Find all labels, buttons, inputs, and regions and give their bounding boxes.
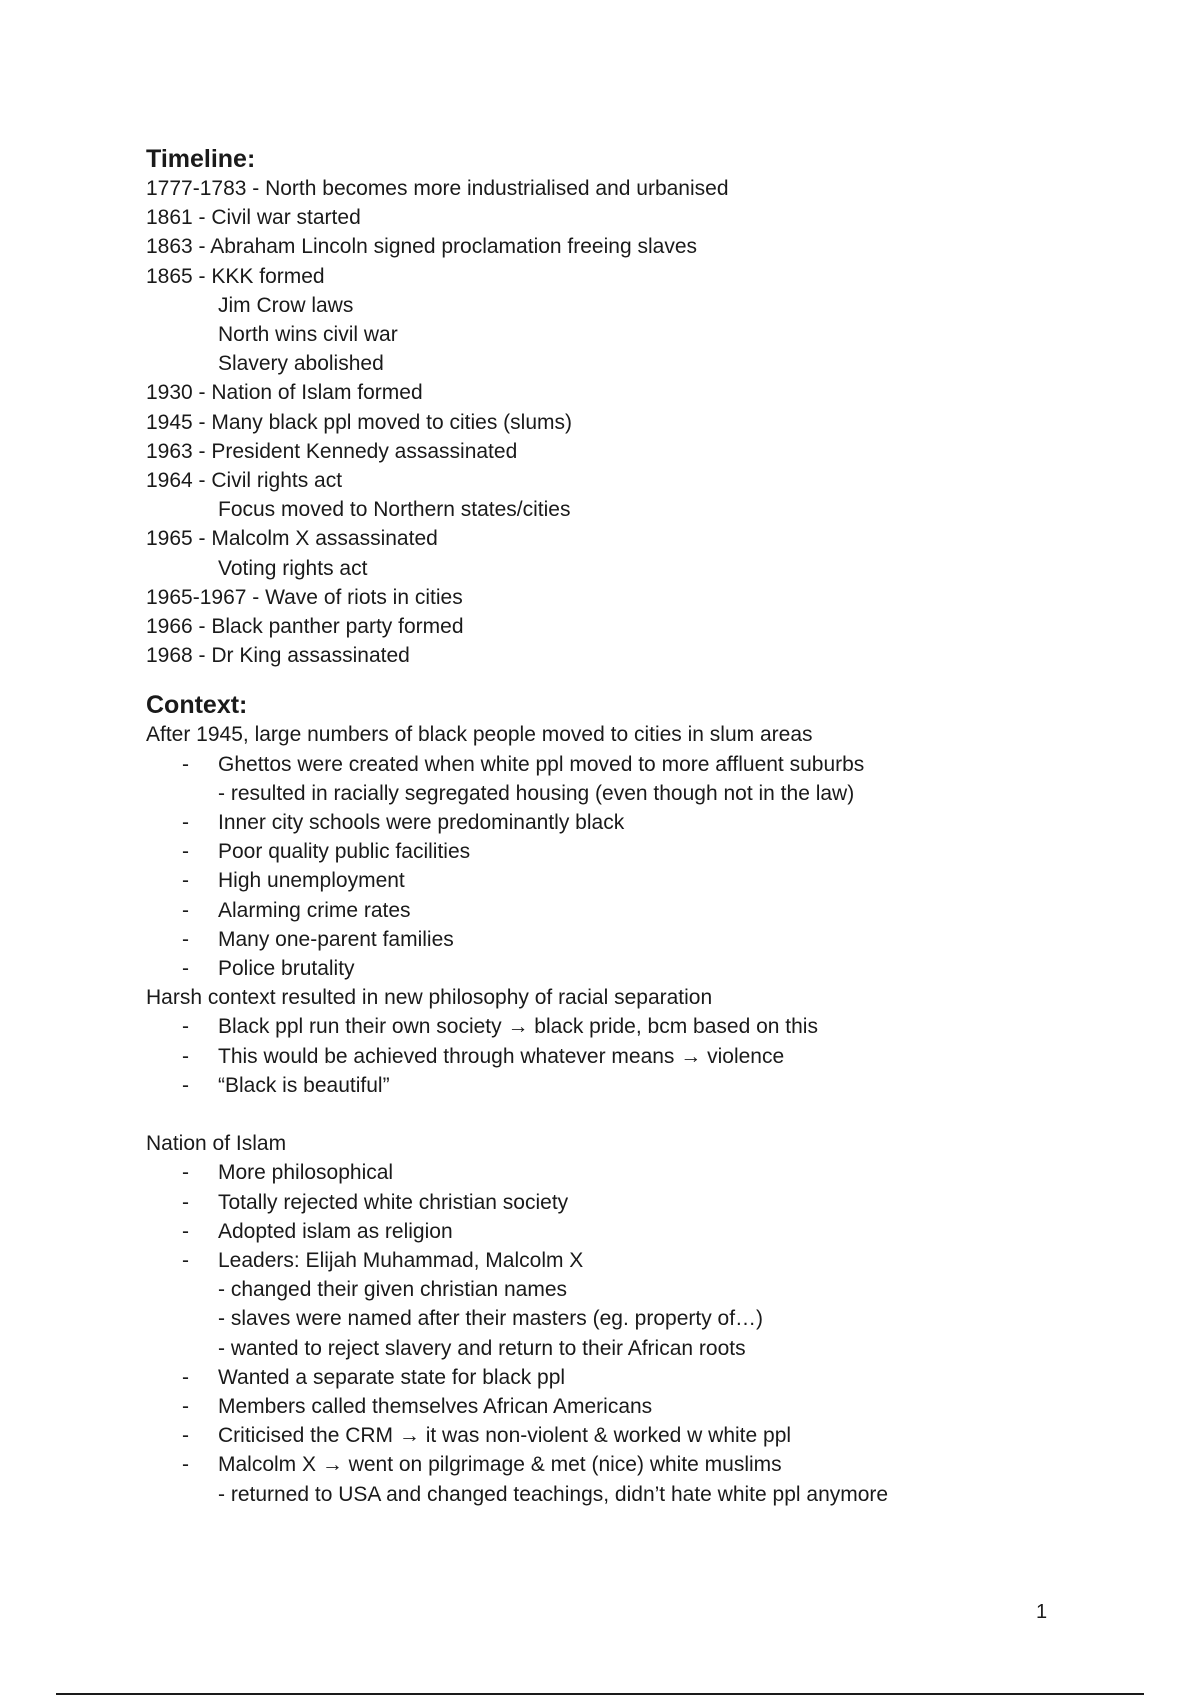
timeline-entry: 1930 - Nation of Islam formed bbox=[146, 381, 423, 405]
list-item bbox=[146, 1421, 1146, 1450]
bullet-marker: - bbox=[182, 1190, 189, 1214]
list-item-text: Adopted islam as religion bbox=[218, 1219, 453, 1243]
list-item-text: High unemployment bbox=[218, 869, 405, 893]
timeline-entry: 1777-1783 - North becomes more industrialised and urbanised bbox=[146, 177, 729, 200]
list-item bbox=[146, 1188, 1146, 1217]
list-item bbox=[146, 1450, 1146, 1479]
document-body bbox=[146, 144, 1146, 1509]
timeline-entry: 1963 - President Kennedy assassinated bbox=[146, 439, 518, 463]
list-item bbox=[146, 1042, 1146, 1071]
list-item-text: Alarming crime rates bbox=[218, 898, 411, 922]
bullet-marker: - bbox=[182, 1015, 189, 1039]
bullet-marker: - bbox=[182, 927, 189, 951]
page-number: 1 bbox=[1036, 1601, 1048, 1623]
list-item bbox=[146, 1363, 1146, 1392]
bullet-marker: - bbox=[182, 1161, 189, 1185]
list-item-text: Inner city schools were predominantly black bbox=[218, 811, 625, 835]
timeline-entry: 1964 - Civil rights act bbox=[146, 469, 343, 493]
list-subitem: - changed their given christian names bbox=[218, 1278, 568, 1302]
list-item bbox=[146, 1071, 1146, 1100]
list-item-text: Malcolm X → went on pilgrimage & met (nice) white muslims bbox=[218, 1453, 782, 1477]
list-item bbox=[146, 1012, 1146, 1041]
list-item-text: Criticised the CRM → it was non-violent & worked w white ppl bbox=[218, 1424, 792, 1448]
list-item-text: “Black is beautiful” bbox=[218, 1073, 390, 1097]
list-item bbox=[146, 866, 1146, 895]
bullet-marker: - bbox=[182, 1453, 189, 1477]
bullet-marker: - bbox=[182, 1248, 189, 1272]
timeline-subentry: Jim Crow laws bbox=[218, 293, 354, 317]
timeline-entry: 1945 - Many black ppl moved to cities (slums) bbox=[146, 410, 572, 434]
list-item bbox=[146, 808, 1146, 837]
context-heading: Context: bbox=[146, 691, 248, 720]
nation-of-islam-section bbox=[146, 1129, 1146, 1509]
list-item bbox=[146, 750, 1146, 779]
list-item bbox=[146, 1246, 1146, 1275]
bullet-marker: - bbox=[182, 1073, 189, 1097]
context-intro: After 1945, large numbers of black people moved to cities in slum areas bbox=[146, 723, 813, 747]
timeline-entry: 1965-1967 - Wave of riots in cities bbox=[146, 585, 463, 609]
list-item bbox=[146, 925, 1146, 954]
timeline-entry: 1865 - KKK formed bbox=[146, 264, 325, 288]
list-item bbox=[146, 1158, 1146, 1187]
timeline-section bbox=[146, 144, 1146, 670]
timeline-subentry: Slavery abolished bbox=[218, 352, 384, 376]
timeline-entry: 1966 - Black panther party formed bbox=[146, 615, 464, 639]
timeline-subentry: Voting rights act bbox=[218, 556, 368, 580]
bullet-marker: - bbox=[182, 1365, 189, 1389]
list-item bbox=[146, 954, 1146, 983]
timeline-subentry: North wins civil war bbox=[218, 323, 398, 347]
list-item bbox=[146, 837, 1146, 866]
timeline-entry: 1965 - Malcolm X assassinated bbox=[146, 527, 438, 551]
bullet-marker: - bbox=[182, 898, 189, 922]
timeline-subentry: Focus moved to Northern states/cities bbox=[218, 498, 571, 522]
bullet-marker: - bbox=[182, 752, 189, 776]
list-item-text: Poor quality public facilities bbox=[218, 840, 471, 864]
list-item-text: This would be achieved through whatever means → violence bbox=[218, 1044, 785, 1068]
list-subitem: - resulted in racially segregated housing (even though not in the law) bbox=[218, 781, 855, 805]
list-item bbox=[146, 1392, 1146, 1421]
bullet-marker: - bbox=[182, 1219, 189, 1243]
timeline-entry: 1863 - Abraham Lincoln signed proclamation freeing slaves bbox=[146, 235, 697, 259]
timeline-entry: 1968 - Dr King assassinated bbox=[146, 644, 410, 668]
bullet-marker: - bbox=[182, 957, 189, 981]
list-item-text: Totally rejected white christian society bbox=[218, 1190, 569, 1214]
list-subitem: - slaves were named after their masters (eg. property of…) bbox=[218, 1307, 764, 1331]
bullet-marker: - bbox=[182, 840, 189, 864]
timeline-entry: 1861 - Civil war started bbox=[146, 206, 361, 230]
bullet-marker: - bbox=[182, 1424, 189, 1448]
list-item bbox=[146, 896, 1146, 925]
section-spacer bbox=[146, 1100, 1146, 1129]
philosophy-intro: Harsh context resulted in new philosophy of racial separation bbox=[146, 986, 713, 1010]
list-item-text: Leaders: Elijah Muhammad, Malcolm X bbox=[218, 1248, 584, 1272]
list-item-text: Members called themselves African Americans bbox=[218, 1394, 653, 1418]
bullet-marker: - bbox=[182, 1044, 189, 1068]
timeline-heading: Timeline: bbox=[146, 145, 256, 173]
bullet-marker: - bbox=[182, 1394, 189, 1418]
list-subitem: - wanted to reject slavery and return to their African roots bbox=[218, 1336, 746, 1360]
bullet-marker: - bbox=[182, 811, 189, 835]
context-section bbox=[146, 690, 1146, 1100]
list-item-text: Ghettos were created when white ppl moved to more affluent suburbs bbox=[218, 752, 865, 776]
list-item-text: More philosophical bbox=[218, 1161, 394, 1185]
list-item bbox=[146, 1217, 1146, 1246]
list-item-text: Wanted a separate state for black ppl bbox=[218, 1365, 566, 1389]
bullet-marker: - bbox=[182, 869, 189, 893]
nation-of-islam-heading: Nation of Islam bbox=[146, 1132, 287, 1156]
footer-divider bbox=[56, 1693, 1144, 1695]
list-subitem: - returned to USA and changed teachings, didn’t hate white ppl anymore bbox=[218, 1482, 889, 1506]
list-item-text: Many one-parent families bbox=[218, 927, 454, 951]
list-item-text: Black ppl run their own society → black pride, bcm based on this bbox=[218, 1015, 818, 1039]
list-item-text: Police brutality bbox=[218, 957, 355, 981]
